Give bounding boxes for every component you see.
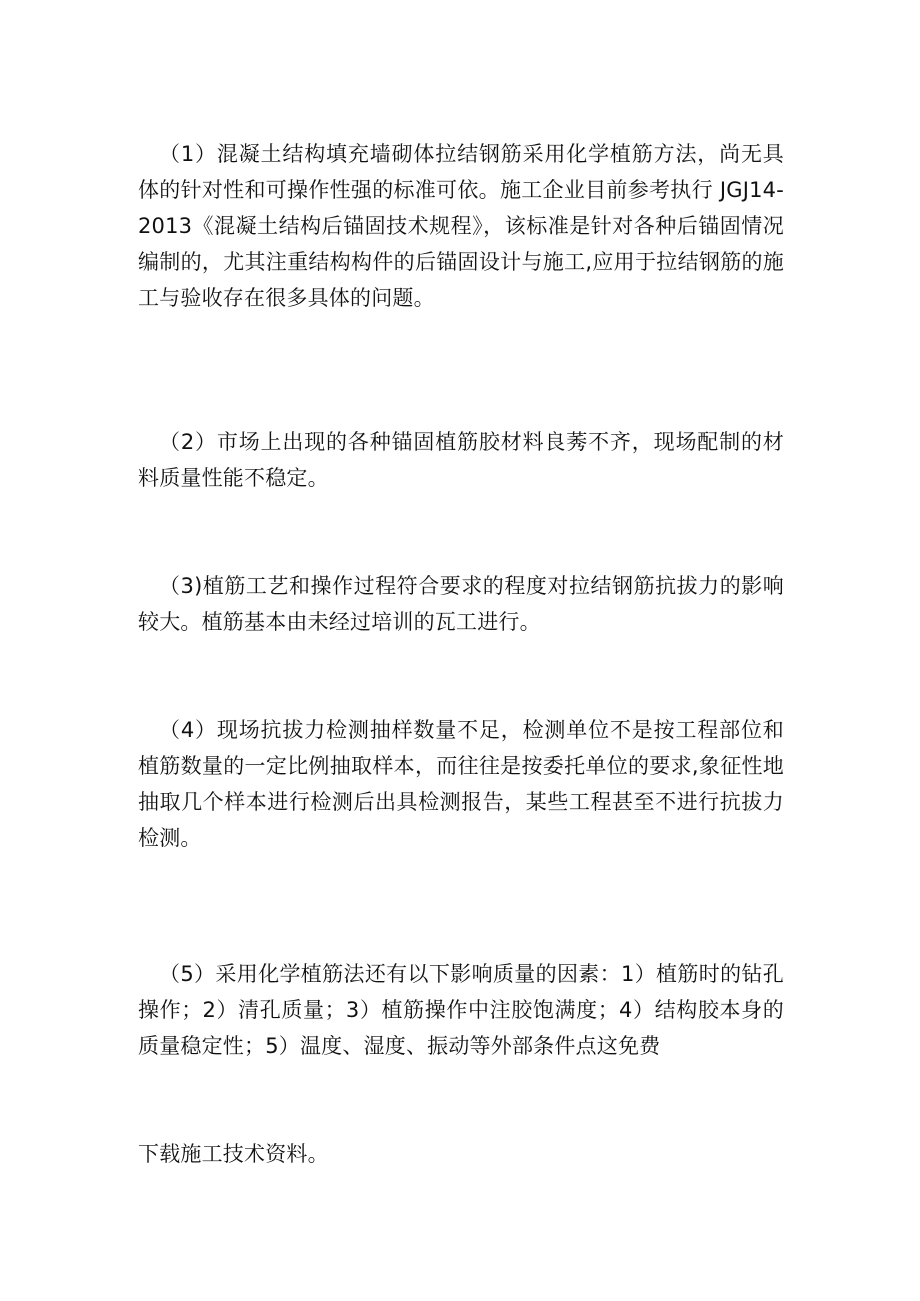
paragraph-5: （5）采用化学植筋法还有以下影响质量的因素：1）植筋时的钻孔操作；2）清孔质量；3）植筋操作中注胶饱满度；4）结构胶本身的质量稳定性；5）温度、湿度、振动等外部条件点这免费 bbox=[138, 962, 784, 1058]
paragraph-6: 下载施工技术资料。 bbox=[138, 1142, 329, 1166]
paragraph-3: （3)植筋工艺和操作过程符合要求的程度对拉结钢筋抗拔力的影响较大。植筋基本由未经过培训的瓦工进行。 bbox=[138, 574, 784, 634]
paragraph-1: （1）混凝土结构填充墙砌体拉结钢筋采用化学植筋方法，尚无具体的针对性和可操作性强的标准可依。施工企业目前参考执行 JGJ14-2013《混凝土结构后锚固技术规程》，该标准是针对各种后锚固情况编制的，尤其注重结构构件的后锚固设计与施工,应用于拉结钢筋的施工与验收存在很多具体的问题。 bbox=[138, 142, 784, 310]
paragraph-2: （2）市场上出现的各种锚固植筋胶材料良莠不齐，现场配制的材料质量性能不稳定。 bbox=[138, 430, 784, 490]
paragraph-4: （4）现场抗拔力检测抽样数量不足，检测单位不是按工程部位和植筋数量的一定比例抽取样本，而往往是按委托单位的要求,象征性地抽取几个样本进行检测后出具检测报告，某些工程甚至不进行抗拔力检测。 bbox=[138, 718, 784, 850]
